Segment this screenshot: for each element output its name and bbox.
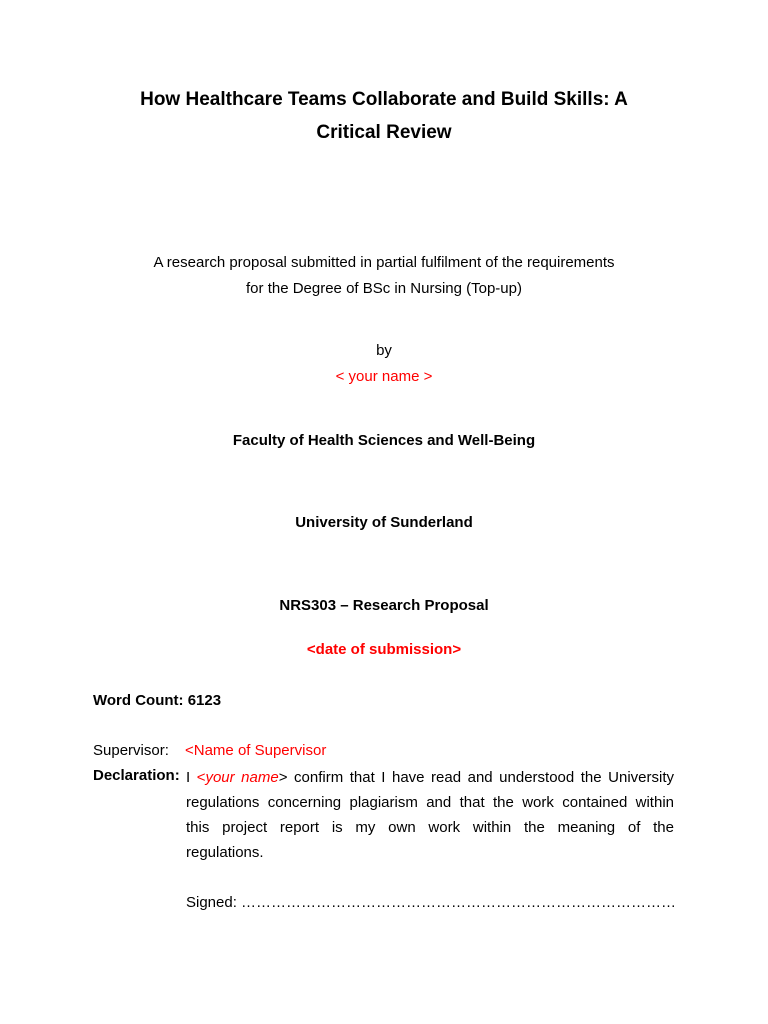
declaration-line-1 bbox=[186, 765, 674, 790]
supervisor-name-placeholder: <Name of Supervisor bbox=[185, 742, 327, 759]
module-title: NRS303 – Research Proposal bbox=[279, 597, 489, 614]
declaration-prefix: I bbox=[186, 769, 197, 786]
by-label: by bbox=[376, 342, 392, 359]
supervisor-label: Supervisor: bbox=[93, 742, 169, 759]
declaration-text bbox=[186, 765, 674, 865]
declaration-name-open: < bbox=[196, 769, 206, 786]
proposal-line-1: A research proposal submitted in partial fulfilment of the requirements bbox=[153, 254, 615, 271]
faculty-name: Faculty of Health Sciences and Well-Being bbox=[232, 432, 536, 449]
university-name: University of Sunderland bbox=[295, 514, 473, 531]
title-line-1: How Healthcare Teams Collaborate and Build Skills: A bbox=[140, 89, 628, 110]
declaration-line-3: this project report is my own work within the meaning of the bbox=[186, 819, 674, 836]
submission-date-placeholder: <date of submission> bbox=[306, 641, 462, 658]
signature-row bbox=[186, 892, 676, 914]
declaration-line-1-rest: > confirm that I have read and understood the University bbox=[278, 769, 674, 786]
title-line-2: Critical Review bbox=[316, 122, 452, 143]
document-title bbox=[104, 83, 664, 149]
author-name-placeholder: < your name > bbox=[335, 368, 433, 385]
signature-line: …………………………………………………………………………… bbox=[241, 894, 677, 911]
signed-label: Signed: bbox=[186, 894, 237, 911]
supervisor-row bbox=[93, 740, 326, 762]
word-count: Word Count: 6123 bbox=[93, 692, 222, 709]
declaration-line-4: regulations. bbox=[186, 844, 264, 861]
declaration-label: Declaration: bbox=[93, 767, 180, 784]
proposal-line-2: for the Degree of BSc in Nursing (Top-up) bbox=[246, 280, 522, 297]
declaration-name-placeholder: your name bbox=[205, 769, 279, 786]
proposal-statement bbox=[0, 250, 768, 302]
declaration-line-2: regulations concerning plagiarism and that the work contained within bbox=[186, 794, 674, 811]
